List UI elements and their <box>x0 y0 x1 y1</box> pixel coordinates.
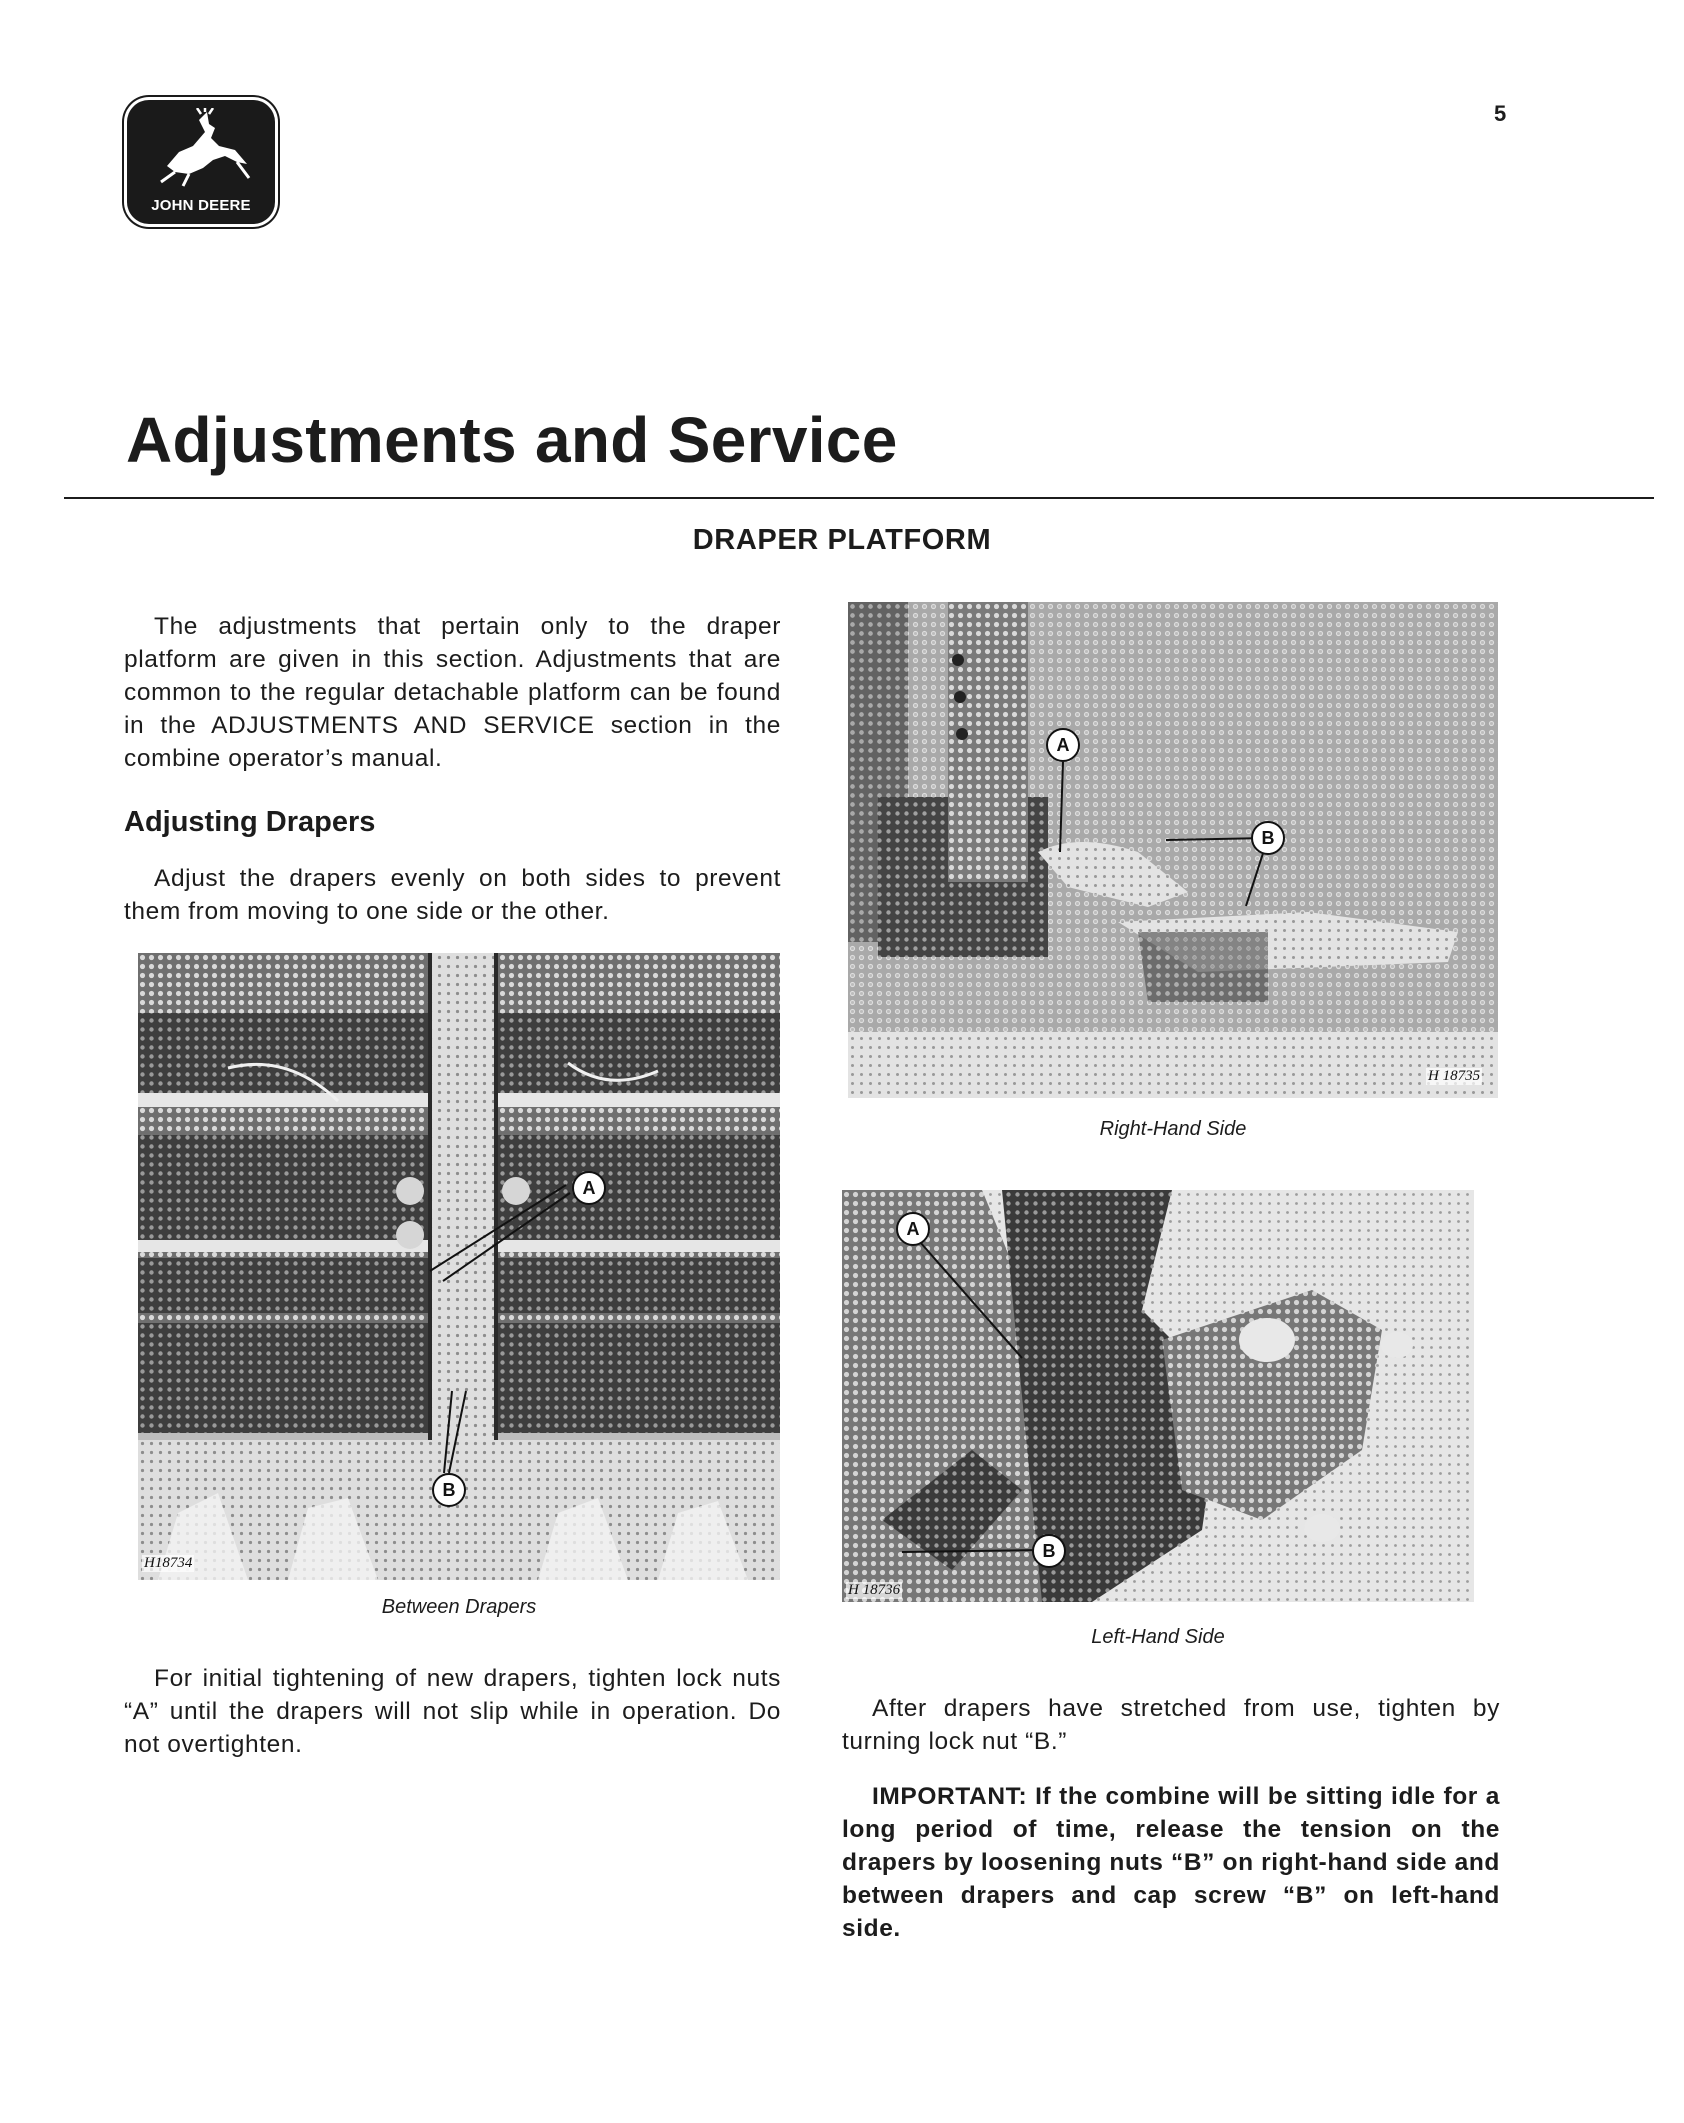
right-hand-side-photo <box>848 602 1498 1098</box>
after-stretch-paragraph: After drapers have stretched from use, tighten by turning lock nut “B.” <box>842 1695 1500 1755</box>
section-heading: DRAPER PLATFORM <box>692 524 992 556</box>
callout-b: B <box>1032 1534 1066 1568</box>
figure-between-drapers <box>138 953 780 1580</box>
caption-between-drapers: Between Drapers <box>381 1596 537 1618</box>
sub-heading: Adjusting Drapers <box>124 806 376 838</box>
figure-right-hand-side <box>848 602 1498 1098</box>
figure-left-hand-side <box>842 1190 1474 1602</box>
callout-b: B <box>432 1473 466 1507</box>
title-divider <box>64 497 1654 499</box>
important-text: If the combine will be sitting idle for a long period of time, release the tension on the drapers by loosening nuts “B” on right-hand side and between drapers and cap screw “B” on left-hand side. <box>842 1783 1500 1942</box>
caption-right-hand-side: Right-Hand Side <box>1099 1118 1247 1140</box>
page-title: Adjustments and Service <box>126 404 898 476</box>
adjust-paragraph: Adjust the drapers evenly on both sides to prevent them from moving to one side or the other. <box>124 865 781 925</box>
left-hand-side-photo <box>842 1190 1474 1602</box>
important-label: IMPORTANT: <box>872 1783 1028 1810</box>
leaping-deer-icon <box>149 108 253 188</box>
figure-id: H18734 <box>144 1555 193 1571</box>
page-number: 5 <box>1494 101 1507 126</box>
callout-b: B <box>1251 821 1285 855</box>
initial-tightening-paragraph: For initial tightening of new drapers, tighten lock nuts “A” until the drapers will not slip while in operation. Do not overtighten. <box>124 1665 781 1758</box>
callout-a: A <box>1046 728 1080 762</box>
important-notice <box>842 1780 1500 1945</box>
logo-text: JOHN DEERE <box>151 197 251 214</box>
callout-a: A <box>896 1212 930 1246</box>
figure-id: H 18736 <box>848 1582 901 1598</box>
callout-a: A <box>572 1171 606 1205</box>
caption-left-hand-side: Left-Hand Side <box>1091 1626 1225 1648</box>
john-deere-logo <box>127 100 275 224</box>
figure-id: H 18735 <box>1428 1068 1481 1084</box>
intro-paragraph: The adjustments that pertain only to the draper platform are given in this section. Adjustments that are common to the regular detachable platform can be found in the ADJUSTMENTS AND SERVICE section in the combine operator’s manual. <box>124 613 781 772</box>
